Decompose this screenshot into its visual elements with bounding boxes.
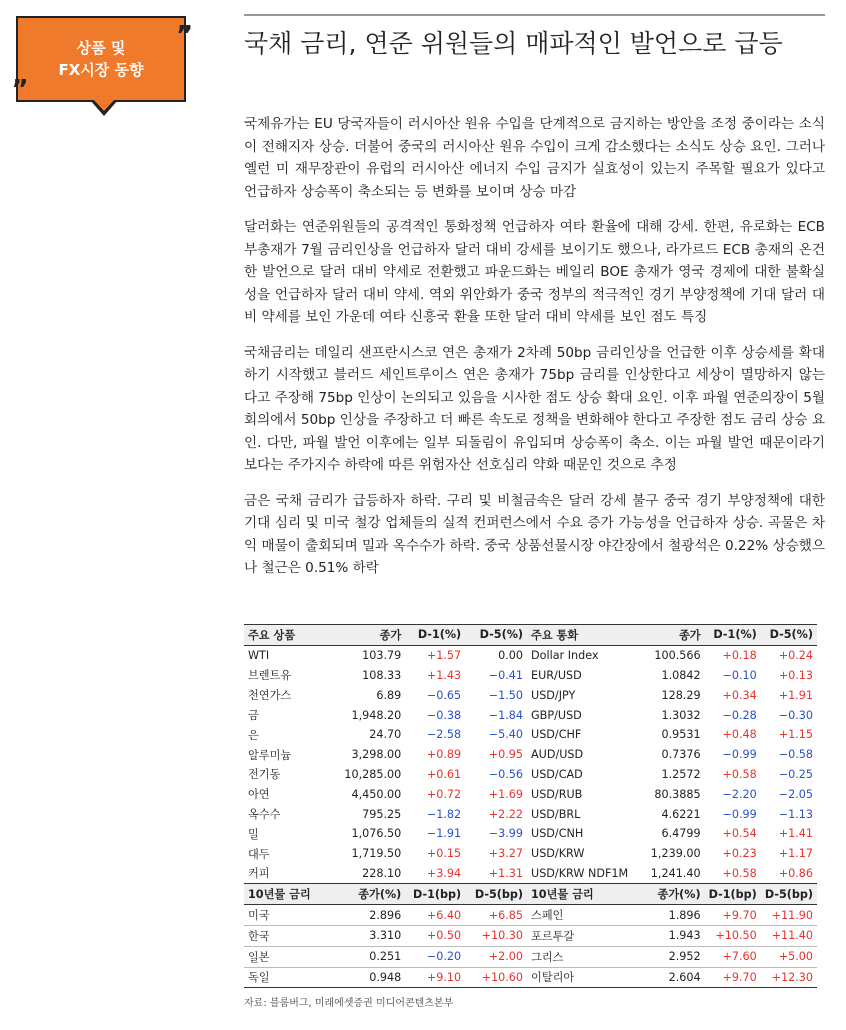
header-cell: D-1(%) <box>405 625 465 646</box>
badge-line-2: FX시장 동향 <box>58 61 144 79</box>
table-cell: 옥수수 <box>248 808 281 822</box>
table-header <box>244 625 817 646</box>
table-cell: +10.60 <box>465 967 527 988</box>
table-cell: 6.4799 <box>661 827 701 841</box>
header-cell: 주요 통화 <box>527 625 635 646</box>
table-row <box>244 666 817 686</box>
table-row <box>244 905 817 926</box>
table-cell: 포르투갈 <box>527 925 635 946</box>
table-cell: 103.79 <box>362 649 402 663</box>
table-row <box>244 946 817 967</box>
badge-box <box>16 16 186 102</box>
header-cell: 종가(%) <box>635 884 705 905</box>
table-row <box>244 725 817 745</box>
table-cell: +2.00 <box>465 946 527 967</box>
table-cell: +3.27 <box>488 847 524 861</box>
table-row <box>244 765 817 785</box>
table-cell: +0.72 <box>426 787 462 801</box>
table-row <box>244 824 817 844</box>
table-cell: +0.24 <box>778 649 813 663</box>
table-cell: +10.50 <box>705 925 761 946</box>
table-cell: 스페인 <box>527 905 635 926</box>
table-cell: +1.43 <box>426 668 462 682</box>
table-cell: −0.25 <box>778 767 813 781</box>
table-cell: USD/BRL <box>531 807 581 821</box>
table-cell: +6.85 <box>465 905 527 926</box>
commodity-fx-rows <box>244 645 817 884</box>
bond-rows <box>244 905 817 988</box>
table-cell: −1.84 <box>488 708 524 722</box>
header-cell: D-1(bp) <box>705 884 761 905</box>
table-cell: 6.89 <box>376 688 402 702</box>
table-cell: +0.23 <box>722 847 757 861</box>
table-cell: +12.30 <box>761 967 817 988</box>
table-cell: −0.28 <box>722 708 757 722</box>
table-cell: +9.10 <box>405 967 465 988</box>
header-cell: 종가 <box>326 625 406 646</box>
table-cell: USD/CAD <box>531 767 583 781</box>
table-cell: 108.33 <box>362 668 402 682</box>
table-cell: −2.58 <box>426 728 462 742</box>
paragraph-oil: 국제유가는 EU 당국자들이 러시아산 원유 수입을 단계적으로 금지하는 방안을 조정 중이라는 소식이 전해지자 상승. 더불어 중국의 러시아산 원유 수입이 크게 감소했다는 소식도 상승 요인. 그러나 옐런 미 재무장관이 유럽의 러시아산 에너지 수입 금지가 실효성이 있는지 주목할 필요가 있다고 언급하자 상승폭이 축소되는 등 변화를 보이며 상승 마감 <box>244 116 825 200</box>
table-cell: +0.18 <box>722 649 757 663</box>
table-cell: 그리스 <box>527 946 635 967</box>
table-cell: +6.40 <box>405 905 465 926</box>
table-cell: +3.94 <box>426 866 462 880</box>
table-cell: USD/CHF <box>531 728 582 742</box>
table-cell: −2.20 <box>722 787 757 801</box>
header-cell: D-5(%) <box>465 625 527 646</box>
table-cell: 독일 <box>244 967 326 988</box>
table-cell: 1.0842 <box>661 668 701 682</box>
header-cell: D-5(bp) <box>465 884 527 905</box>
table-cell: +0.58 <box>722 767 757 781</box>
table-cell: Dollar Index <box>531 649 599 663</box>
table-cell: +0.58 <box>722 866 757 880</box>
table-row <box>244 844 817 864</box>
table-cell: −0.20 <box>405 946 465 967</box>
header-cell: D-1(bp) <box>405 884 465 905</box>
table-cell: −1.50 <box>488 688 524 702</box>
table-cell: 1,076.50 <box>351 827 402 841</box>
table-cell: 일본 <box>244 946 326 967</box>
table-cell: +0.13 <box>778 668 813 682</box>
table-cell: USD/CNH <box>531 827 584 841</box>
table-cell: +0.86 <box>778 866 813 880</box>
table-cell: 밀 <box>248 827 259 841</box>
market-table <box>244 624 817 988</box>
table-row <box>244 745 817 765</box>
table-cell: 128.29 <box>661 688 701 702</box>
table-cell: +5.00 <box>761 946 817 967</box>
table-row <box>244 804 817 824</box>
table-cell: −1.91 <box>426 827 462 841</box>
table-cell: +10.30 <box>465 925 527 946</box>
table-cell: +0.89 <box>426 748 462 762</box>
table-cell: +2.22 <box>488 807 524 821</box>
table-cell: USD/RUB <box>531 787 583 801</box>
table-cell: 1.943 <box>635 925 705 946</box>
table-cell: +1.41 <box>778 827 813 841</box>
section-badge <box>16 16 186 120</box>
table-cell: +11.40 <box>761 925 817 946</box>
table-cell: +0.61 <box>426 767 462 781</box>
table-cell: +1.91 <box>778 688 813 702</box>
table-row <box>244 705 817 725</box>
paragraph-bonds: 국채금리는 데일리 샌프란시스코 연은 총재가 2차례 50bp 금리인상을 언급한 이후 상승세를 확대하기 시작했고 블러드 세인트루이스 연은 총재가 75bp 금리를 인상한다고 세상이 멸망하지 않는다고 주장해 75bp 인상이 논의되고 있음을 시사한 점도 상승 확대 요인. 이후 파월 연준의장이 5월 회의에서 50bp 인상을 주장하고 더 빠른 속도로 정책을 변화해야 한다고 주장한 점도 금리 상승 요인. 다만, 파월 발언 이후에는 일부 되돌림이 유입되며 상승폭이 축소. 이는 파월 발언 때문이라기 보다는 주가지수 하락에 따른 위험자산 선호심리 약화 때문인 것으로 추정 <box>244 344 825 473</box>
bond-header-row <box>244 884 817 905</box>
table-cell: USD/KRW <box>531 847 585 861</box>
header-cell: D-5(bp) <box>761 884 817 905</box>
table-row <box>244 784 817 804</box>
table-cell: 커피 <box>248 867 270 881</box>
table-cell: 대두 <box>248 847 270 861</box>
table-cell: 10,285.00 <box>344 767 402 781</box>
table-cell: WTI <box>248 649 270 663</box>
table-cell: +0.48 <box>722 728 757 742</box>
table-cell: +1.69 <box>488 787 524 801</box>
table-cell: +9.70 <box>705 905 761 926</box>
table-cell: AUD/USD <box>531 748 584 762</box>
table-cell: 1.3032 <box>661 708 701 722</box>
table-cell: −0.56 <box>488 767 524 781</box>
table-cell: 알루미늄 <box>248 748 292 762</box>
table-cell: 브렌트유 <box>248 669 292 683</box>
table-cell: 24.70 <box>369 728 402 742</box>
badge-line-1: 상품 및 <box>76 39 126 57</box>
table-cell: 4.6221 <box>661 807 701 821</box>
table-cell: +1.17 <box>778 847 813 861</box>
table-cell: 1.2572 <box>661 767 701 781</box>
table-cell: −0.30 <box>778 708 813 722</box>
table-cell: +9.70 <box>705 967 761 988</box>
table-cell: −0.99 <box>722 748 757 762</box>
table-cell: +0.34 <box>722 688 757 702</box>
article-title: 국채 금리, 연준 위원들의 매파적인 발언으로 급등 <box>244 29 783 58</box>
table-cell: 금 <box>248 709 259 723</box>
header-cell: 종가 <box>635 625 705 646</box>
header-cell: 주요 상품 <box>244 625 326 646</box>
table-cell: 795.25 <box>362 807 402 821</box>
header-cell: 10년물 금리 <box>527 884 635 905</box>
table-cell: −2.05 <box>778 787 813 801</box>
table-cell: GBP/USD <box>531 708 582 722</box>
table-cell: +0.50 <box>405 925 465 946</box>
table-row <box>244 967 817 988</box>
header-cell: D-1(%) <box>705 625 761 646</box>
article-body <box>244 113 825 593</box>
table-cell: 1,719.50 <box>351 847 402 861</box>
table-row <box>244 645 817 665</box>
table-cell: −0.99 <box>722 807 757 821</box>
table-cell: −5.40 <box>488 728 524 742</box>
table-cell: 천연가스 <box>248 689 292 703</box>
badge-tail-fill <box>93 99 115 111</box>
table-cell: 2.952 <box>635 946 705 967</box>
quote-open-mark: „ <box>12 61 30 91</box>
table-cell: 1,241.40 <box>650 866 701 880</box>
table-cell: USD/JPY <box>531 688 576 702</box>
table-cell: 1.896 <box>635 905 705 926</box>
bond-header-group <box>244 884 817 905</box>
table-row <box>244 925 817 946</box>
table-cell: 전기동 <box>248 768 281 782</box>
table-cell: −1.82 <box>426 807 462 821</box>
table-cell: 4,450.00 <box>351 787 402 801</box>
quote-close-mark: ” <box>176 21 194 51</box>
table-cell: −0.41 <box>488 668 524 682</box>
table-cell: 0.9531 <box>661 728 701 742</box>
table-cell: 0.251 <box>326 946 406 967</box>
table-row <box>244 864 817 884</box>
table-cell: 한국 <box>244 925 326 946</box>
table-cell: 미국 <box>244 905 326 926</box>
table-cell: 0.7376 <box>661 748 701 762</box>
table-cell: +0.54 <box>722 827 757 841</box>
table-cell: 2.604 <box>635 967 705 988</box>
table-cell: −0.65 <box>426 688 462 702</box>
table-cell: 은 <box>248 728 259 742</box>
table-cell: −3.99 <box>488 827 524 841</box>
table-row <box>244 685 817 705</box>
table-cell: +0.95 <box>488 748 524 762</box>
table-cell: +11.90 <box>761 905 817 926</box>
header-cell: 종가(%) <box>326 884 406 905</box>
table-cell: 3,298.00 <box>351 748 402 762</box>
table-cell: +1.57 <box>426 649 462 663</box>
table-cell: 1,948.20 <box>351 708 402 722</box>
source-note: 자료: 블룸버그, 미래에셋증권 미디어콘텐츠본부 <box>244 998 454 1009</box>
table-cell: +0.15 <box>426 847 462 861</box>
table-cell: +1.31 <box>488 866 524 880</box>
table-cell: 아연 <box>248 788 270 802</box>
table-cell: −0.58 <box>778 748 813 762</box>
table-cell: 3.310 <box>326 925 406 946</box>
table-cell: −1.13 <box>778 807 813 821</box>
header-cell: D-5(%) <box>761 625 817 646</box>
table-cell: −0.10 <box>722 668 757 682</box>
paragraph-fx: 달러화는 연준위원들의 공격적인 통화정책 언급하자 여타 환율에 대해 강세. 한편, 유로화는 ECB 부총재가 7월 금리인상을 언급하자 달러 대비 강세를 보이기도 했으나, 라가르드 ECB 총재의 온건한 발언으로 달러 대비 약세로 전환했고 파운드화는 베일리 BOE 총재가 영국 경제에 대한 불확실성을 언급하자 달러 대비 약세. 역외 위안화가 중국 정부의 적극적인 경기 부양정책에 기대 달러 대비 약세를 보인 가운데 여타 신흥국 환율 또한 달러 대비 약세를 보인 점도 특징 <box>244 219 825 325</box>
table-cell: 1,239.00 <box>650 847 701 861</box>
table-cell: +7.60 <box>705 946 761 967</box>
header-cell: 10년물 금리 <box>244 884 326 905</box>
table-cell: EUR/USD <box>531 668 582 682</box>
table-cell: 0.00 <box>498 649 524 663</box>
table-cell: 이탈리아 <box>527 967 635 988</box>
paragraph-metals: 금은 국채 금리가 급등하자 하락. 구리 및 비철금속은 달러 강세 불구 중국 경기 부양정책에 대한 기대 심리 및 미국 철강 업체들의 실적 컨퍼런스에서 수요 증가 가능성을 언급하자 상승. 곡물은 차익 매물이 출회되며 밀과 옥수수가 하락. 중국 상품선물시장 야간장에서 철광석은 0.22% 상승했으나 철근은 0.51% 하락 <box>244 492 825 576</box>
table-cell: 80.3885 <box>654 787 701 801</box>
table-cell: USD/KRW NDF1M <box>531 866 629 880</box>
table-cell: 2.896 <box>326 905 406 926</box>
table-cell: −0.38 <box>426 708 462 722</box>
table-cell: 0.948 <box>326 967 406 988</box>
top-rule <box>244 14 825 16</box>
table-cell: 100.566 <box>654 649 701 663</box>
table-cell: +1.15 <box>778 728 813 742</box>
table-cell: 228.10 <box>362 866 402 880</box>
